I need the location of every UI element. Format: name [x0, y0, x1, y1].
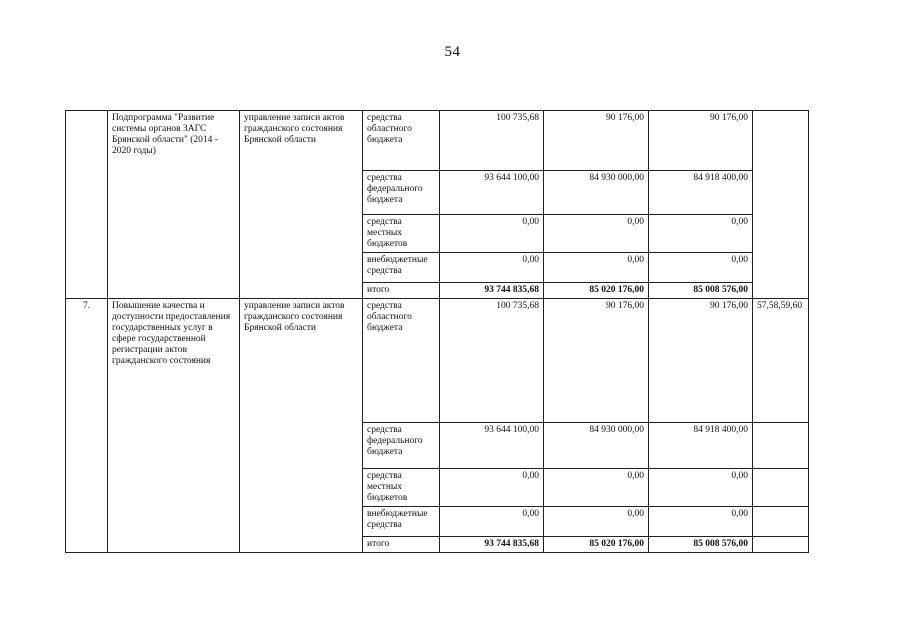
- total-value: 93 744 835,68: [440, 283, 544, 299]
- total-value: 85 020 176,00: [544, 283, 649, 299]
- value-cell: 0,00: [649, 215, 753, 253]
- section-name: Подпрограмма "Развитие системы органов ЗАГС Брянской области" (2014 - 2020 годы): [108, 111, 240, 299]
- value-cell: 0,00: [440, 469, 544, 507]
- total-value: 85 008 576,00: [649, 537, 753, 553]
- budget-table: [65, 110, 809, 553]
- table-row: [66, 299, 809, 423]
- total-value: 93 744 835,68: [440, 537, 544, 553]
- table-row: [66, 111, 809, 171]
- value-cell: 100 735,68: [440, 299, 544, 423]
- value-cell: 84 918 400,00: [649, 423, 753, 469]
- value-cell: 84 930 000,00: [544, 423, 649, 469]
- value-cell: 84 918 400,00: [649, 171, 753, 215]
- empty-cell: [753, 469, 809, 507]
- page-number: 54: [444, 44, 461, 60]
- value-cell: 0,00: [649, 253, 753, 283]
- value-cell: 93 644 100,00: [440, 423, 544, 469]
- value-cell: 0,00: [544, 507, 649, 537]
- section-executor: управление записи актов гражданского состояния Брянской области: [240, 299, 363, 553]
- indicator-codes: 57,58,59,60: [753, 299, 809, 423]
- empty-cell: [753, 423, 809, 469]
- value-cell: 0,00: [649, 507, 753, 537]
- value-cell: 0,00: [440, 507, 544, 537]
- section-name: Повышение качества и доступности предоставления государственных услуг в сфере государственной регистрации актов гражданского состояния: [108, 299, 240, 553]
- empty-cell: [753, 537, 809, 553]
- value-cell: 90 176,00: [544, 299, 649, 423]
- funding-source: внебюджетные средства: [363, 507, 440, 537]
- value-cell: 90 176,00: [649, 111, 753, 171]
- total-label: итого: [363, 537, 440, 553]
- funding-source: средства федерального бюджета: [363, 423, 440, 469]
- total-value: 85 020 176,00: [544, 537, 649, 553]
- funding-source: внебюджетные средства: [363, 253, 440, 283]
- value-cell: 84 930 000,00: [544, 171, 649, 215]
- value-cell: 0,00: [544, 215, 649, 253]
- total-value: 85 008 576,00: [649, 283, 753, 299]
- value-cell: 0,00: [544, 253, 649, 283]
- value-cell: 90 176,00: [544, 111, 649, 171]
- value-cell: 0,00: [440, 215, 544, 253]
- funding-source: средства местных бюджетов: [363, 215, 440, 253]
- value-cell: 0,00: [440, 253, 544, 283]
- funding-source: средства федерального бюджета: [363, 171, 440, 215]
- value-cell: 100 735,68: [440, 111, 544, 171]
- funding-source: средства местных бюджетов: [363, 469, 440, 507]
- value-cell: 0,00: [649, 469, 753, 507]
- empty-cell: [753, 507, 809, 537]
- funding-source: средства областного бюджета: [363, 111, 440, 171]
- value-cell: 0,00: [544, 469, 649, 507]
- section-executor: управление записи актов гражданского состояния Брянской области: [240, 111, 363, 299]
- indicator-codes: [753, 111, 809, 299]
- value-cell: 93 644 100,00: [440, 171, 544, 215]
- section-number: [66, 111, 108, 299]
- value-cell: 90 176,00: [649, 299, 753, 423]
- funding-source: средства областного бюджета: [363, 299, 440, 423]
- total-label: итого: [363, 283, 440, 299]
- section-number: 7.: [66, 299, 108, 553]
